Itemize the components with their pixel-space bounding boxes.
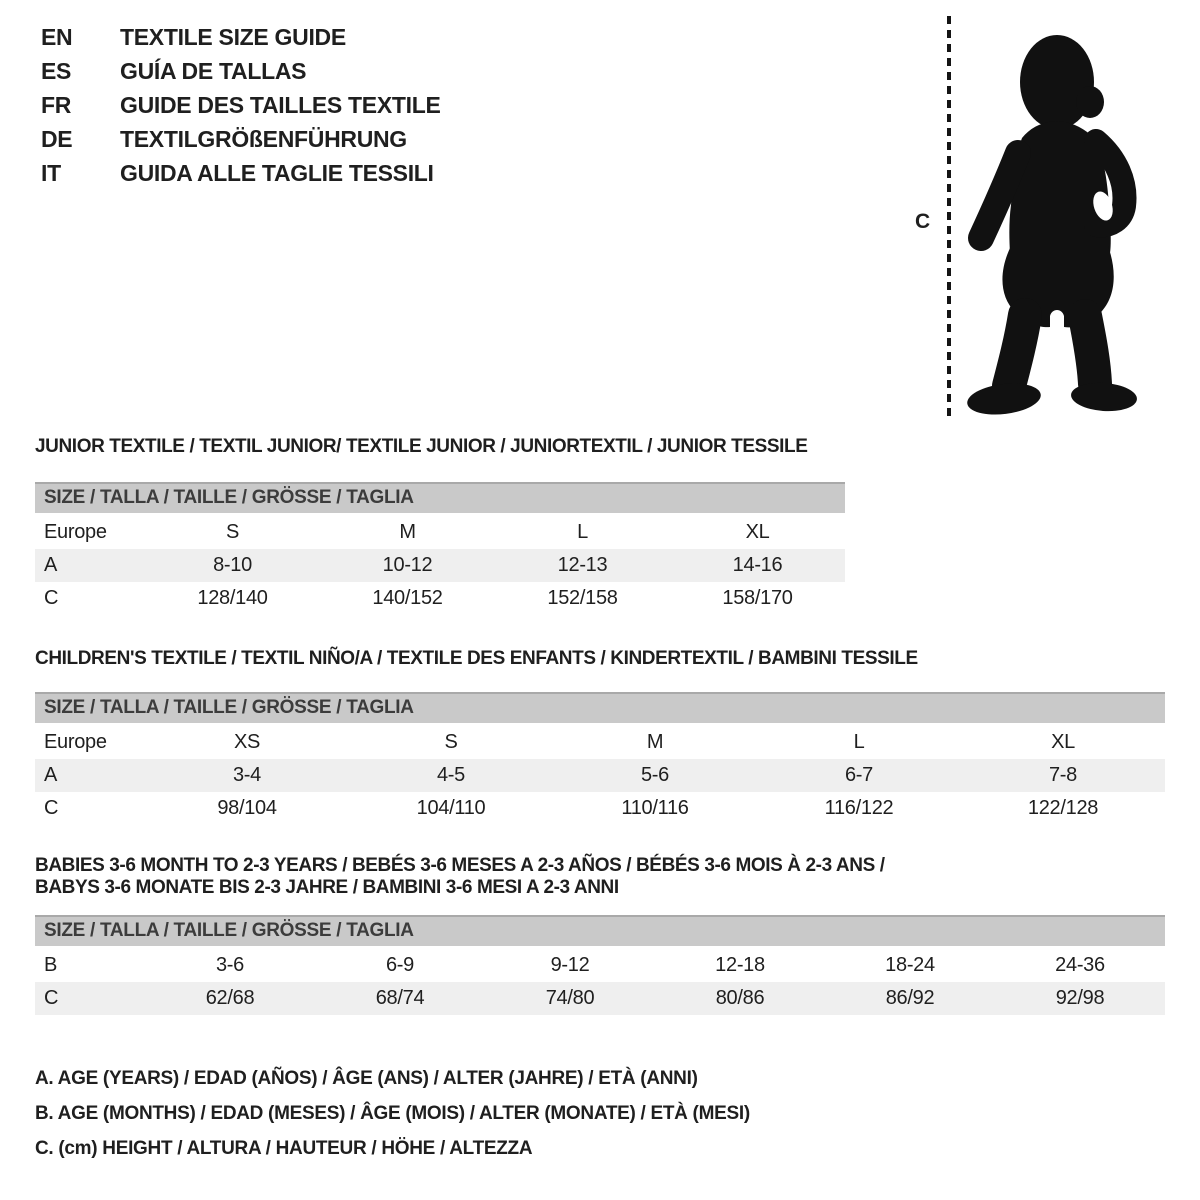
table-cell: 6-9: [385, 954, 414, 976]
table-cell: 62/68: [205, 987, 255, 1009]
table-cell: 8-10: [213, 554, 252, 576]
row-label: C: [44, 987, 59, 1009]
table-cell: 3-4: [232, 764, 261, 786]
guide-title-de: TEXTILGRÖßENFÜHRUNG: [120, 126, 407, 152]
table-cell: 68/74: [375, 987, 425, 1009]
row-label: C: [44, 587, 59, 609]
footnote-age-years: A. AGE (YEARS) / EDAD (AÑOS) / ÂGE (ANS) / ALTER (JAHRE) / ETÀ (ANNI): [35, 1067, 698, 1089]
language-row-en: [41, 26, 441, 49]
table-row-c: [35, 982, 1165, 1015]
table-cell: 7-8: [1048, 764, 1077, 786]
table-cell: 110/116: [621, 797, 689, 819]
height-measure-label: C: [915, 210, 930, 233]
table-cell: 4-5: [436, 764, 465, 786]
toddler-silhouette-icon: [963, 20, 1141, 418]
language-row-fr: [41, 94, 441, 117]
table-rows: [35, 949, 1165, 1015]
table-row-sizes-header: [35, 516, 845, 549]
table-row-a: [35, 759, 1165, 792]
size-table-section: [35, 436, 845, 615]
guide-title-en: TEXTILE SIZE GUIDE: [120, 24, 346, 50]
table-cell: 74/80: [545, 987, 595, 1009]
row-label: Europe: [44, 521, 107, 543]
table-cell: 3-6: [215, 954, 244, 976]
table-row-c: [35, 582, 845, 615]
language-code: IT: [41, 160, 61, 186]
size-table-section: [35, 855, 1165, 1015]
footnote-height-cm: C. (cm) HEIGHT / ALTURA / HAUTEUR / HÖHE / ALTEZZA: [35, 1137, 533, 1159]
row-label: C: [44, 797, 59, 819]
language-row-es: [41, 60, 441, 83]
table-cell: 5-6: [640, 764, 669, 786]
table-cell: S: [225, 521, 240, 543]
table-cell: 14-16: [732, 554, 783, 576]
table-cell: XS: [233, 731, 261, 753]
table-cell: S: [444, 731, 458, 753]
table-row-b: [35, 949, 1165, 982]
table-cell: XL: [745, 521, 770, 543]
table-cell: 6-7: [844, 764, 873, 786]
table-cell: 140/152: [372, 587, 443, 609]
table-cell: 12-18: [715, 954, 765, 976]
language-row-it: [41, 162, 441, 185]
table-cell: XL: [1051, 731, 1075, 753]
guide-title-it: GUIDA ALLE TAGLIE TESSILI: [120, 160, 434, 186]
header-section: [35, 0, 1165, 422]
size-tables: [35, 436, 1165, 1015]
guide-title-es: GUÍA DE TALLAS: [120, 58, 307, 84]
row-label: A: [44, 764, 58, 786]
size-header-bar: SIZE / TALLA / TAILLE / GRÖSSE / TAGLIA: [35, 482, 845, 513]
row-label: B: [44, 954, 58, 976]
table-title: CHILDREN'S TEXTILE / TEXTIL NIÑO/A / TEXTILE DES ENFANTS / KINDERTEXTIL / BAMBINI TESSILE: [35, 648, 918, 669]
table-rows: [35, 726, 1165, 825]
language-code: FR: [41, 92, 72, 118]
row-label: A: [44, 554, 58, 576]
table-rows: [35, 516, 845, 615]
table-cell: 18-24: [885, 954, 935, 976]
table-title: BABYS 3-6 MONATE BIS 2-3 JAHRE / BAMBINI 3-6 MESI A 2-3 ANNI: [35, 877, 619, 898]
table-cell: 122/128: [1027, 797, 1099, 819]
size-table-section: [35, 648, 1165, 825]
table-cell: 116/122: [824, 797, 894, 819]
table-cell: 12-13: [557, 554, 608, 576]
language-code: ES: [41, 58, 72, 84]
table-cell: 80/86: [715, 987, 765, 1009]
table-cell: 9-12: [550, 954, 590, 976]
table-cell: L: [853, 731, 865, 753]
table-cell: 92/98: [1055, 987, 1105, 1009]
guide-title-fr: GUIDE DES TAILLES TEXTILE: [120, 92, 441, 118]
table-cell: 98/104: [217, 797, 277, 819]
table-cell: 128/140: [197, 587, 268, 609]
language-title-list: [41, 26, 441, 196]
table-cell: 158/170: [722, 587, 793, 609]
size-header-bar: SIZE / TALLA / TAILLE / GRÖSSE / TAGLIA: [35, 692, 1165, 723]
height-dashed-line: [947, 16, 951, 416]
table-title: JUNIOR TEXTILE / TEXTIL JUNIOR/ TEXTILE JUNIOR / JUNIORTEXTIL / JUNIOR TESSILE: [35, 436, 808, 457]
table-cell: M: [399, 521, 416, 543]
language-row-de: [41, 128, 441, 151]
table-cell: 10-12: [382, 554, 433, 576]
table-row-c: [35, 792, 1165, 825]
table-cell: 86/92: [885, 987, 935, 1009]
footnote-age-months: B. AGE (MONTHS) / EDAD (MESES) / ÂGE (MOIS) / ALTER (MONATE) / ETÀ (MESI): [35, 1102, 750, 1124]
height-measure-figure: [915, 14, 1200, 420]
size-header-bar: SIZE / TALLA / TAILLE / GRÖSSE / TAGLIA: [35, 915, 1165, 946]
table-cell: 24-36: [1055, 954, 1105, 976]
language-code: EN: [41, 24, 73, 50]
table-cell: 104/110: [416, 797, 486, 819]
table-title: BABIES 3-6 MONTH TO 2-3 YEARS / BEBÉS 3-6 MESES A 2-3 AÑOS / BÉBÉS 3-6 MOIS À 2-3 ANS /: [35, 855, 885, 876]
table-row-sizes-header: [35, 726, 1165, 759]
table-cell: M: [646, 731, 664, 753]
table-row-a: [35, 549, 845, 582]
row-label: Europe: [44, 731, 107, 753]
table-cell: L: [577, 521, 588, 543]
footnote-legend: [35, 1061, 1165, 1166]
table-cell: 152/158: [547, 587, 618, 609]
language-code: DE: [41, 126, 73, 152]
